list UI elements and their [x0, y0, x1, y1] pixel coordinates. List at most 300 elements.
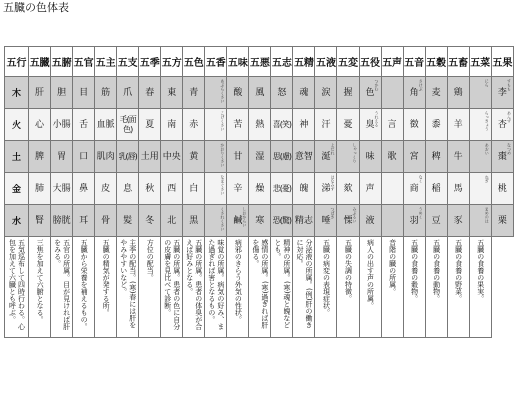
description-text: 五臓の食養の野菜。	[454, 239, 463, 302]
cell-value: 慄	[343, 215, 353, 226]
table-cell	[117, 109, 139, 141]
element-row	[5, 173, 514, 205]
table-cell	[29, 77, 51, 109]
table-cell	[73, 141, 95, 173]
table-cell	[139, 77, 161, 109]
table-cell	[117, 205, 139, 237]
cell-value: 豆	[431, 215, 441, 226]
cell-annotation: しおからい	[242, 207, 248, 227]
cell-annotation: なまぐさい	[220, 175, 226, 195]
table-cell	[29, 141, 51, 173]
cell-value: 筋	[101, 87, 111, 98]
cell-value: 黍	[431, 119, 441, 130]
description-text: 音階の臓の所属。	[388, 239, 397, 295]
column-header: 五悪	[249, 47, 271, 77]
cell-annotation: あぶらくさい	[220, 79, 226, 103]
table-cell	[51, 77, 73, 109]
description-cell	[139, 237, 161, 338]
cell-value: 握	[343, 87, 353, 98]
table-cell	[117, 141, 139, 173]
cell-annotation: なく	[418, 175, 424, 183]
table-cell	[469, 205, 491, 237]
description-cell	[227, 237, 249, 338]
description-text: 五臓の所属。患者の体臭が合えば好みとなる。	[185, 239, 203, 330]
cell-value: 酸	[233, 87, 243, 98]
cell-value: 杏	[497, 119, 507, 130]
cell-value: 憂	[343, 119, 353, 130]
table-cell	[271, 109, 293, 141]
table-cell	[249, 77, 271, 109]
cell-value: 羊	[453, 119, 463, 130]
element-row	[5, 109, 514, 141]
cell-annotation: あんず	[507, 111, 512, 123]
table-cell	[183, 141, 205, 173]
cell-value: 桃	[497, 183, 507, 194]
table-cell	[469, 141, 491, 173]
cell-value: 稗	[431, 151, 441, 162]
column-header: 五腑	[51, 47, 73, 77]
description-cell	[117, 237, 139, 338]
description-text: 五臓の失調の特徴。	[344, 239, 353, 302]
table-cell	[403, 77, 425, 109]
table-cell	[337, 77, 359, 109]
cell-value: 商	[409, 183, 419, 194]
cell-value: 湿	[255, 151, 265, 162]
table-cell	[271, 141, 293, 173]
column-header: 五行	[5, 47, 29, 77]
row-label: 木	[5, 77, 29, 109]
cell-annotation: こげくさい	[220, 111, 226, 131]
table-cell	[139, 109, 161, 141]
column-header: 五方	[161, 47, 183, 77]
cell-value: 液	[365, 215, 375, 226]
table-cell	[139, 141, 161, 173]
column-header: 五果	[491, 47, 513, 77]
table-cell	[95, 173, 117, 205]
table-cell	[249, 173, 271, 205]
column-header: 五畜	[447, 47, 469, 77]
cell-value: 言	[387, 119, 397, 130]
cell-value: 胆	[57, 87, 67, 98]
column-header: 五音	[403, 47, 425, 77]
table-cell	[29, 173, 51, 205]
cell-value: 東	[167, 87, 177, 98]
table-cell	[205, 109, 227, 141]
cell-value: 神	[299, 119, 309, 130]
cell-annotation: かおりくさい	[220, 143, 226, 167]
cell-value: 春	[145, 87, 155, 98]
description-cell	[161, 237, 183, 338]
row-label: 金	[5, 173, 29, 205]
description-cell	[293, 237, 315, 338]
table-cell	[249, 109, 271, 141]
table-cell	[139, 173, 161, 205]
table-cell	[403, 205, 425, 237]
row-label: 土	[5, 141, 29, 173]
description-text: 五臓の食養の動物。	[432, 239, 441, 302]
cell-value: 黒	[189, 215, 199, 226]
cell-value: 涎	[321, 151, 331, 162]
table-cell	[95, 109, 117, 141]
table-cell	[469, 77, 491, 109]
table-cell	[447, 173, 469, 205]
cell-annotation: まめのは	[484, 207, 490, 223]
description-cell	[205, 237, 227, 338]
cell-value: 羽	[409, 215, 419, 226]
description-cell	[29, 237, 51, 338]
table-cell	[227, 77, 249, 109]
element-row	[5, 205, 514, 237]
cell-value: 魂	[299, 87, 309, 98]
table-cell	[293, 141, 315, 173]
description-cell	[249, 237, 271, 338]
description-cell	[469, 237, 491, 338]
cell-annotation: つかむ	[374, 79, 380, 91]
cell-value: 甘	[233, 151, 243, 162]
column-header: 五色	[183, 47, 205, 77]
cell-value: 角	[409, 87, 419, 98]
table-cell	[425, 109, 447, 141]
table-cell	[315, 205, 337, 237]
description-cell	[51, 237, 73, 338]
cell-value: 黄	[189, 151, 199, 162]
column-header: 五液	[315, 47, 337, 77]
cell-value: 血脈	[96, 119, 115, 130]
table-cell	[227, 141, 249, 173]
element-row	[5, 141, 514, 173]
table-cell	[315, 173, 337, 205]
table-cell	[205, 173, 227, 205]
cell-value: 胃	[57, 151, 67, 162]
table-cell	[293, 173, 315, 205]
cell-annotation: らっきょう	[484, 111, 490, 131]
table-cell	[381, 141, 403, 173]
description-cell	[359, 237, 381, 338]
description-text: 五気巡布して四時行わる。心包を加えて六臓とも呼ぶ。	[8, 239, 26, 330]
table-cell	[183, 173, 205, 205]
description-cell	[337, 237, 359, 338]
cell-value: 声	[365, 183, 375, 194]
column-header: 五精	[293, 47, 315, 77]
description-text: 方位の配当。	[146, 239, 155, 281]
cell-value: 思(慮)	[272, 151, 292, 161]
table-cell	[183, 205, 205, 237]
description-text: 五官の所属。目が見ければ肝をみる。	[53, 239, 71, 330]
table-cell	[491, 141, 513, 173]
cell-value: 鶏	[453, 87, 463, 98]
cell-value: 白	[189, 183, 199, 194]
cell-value: 北	[167, 215, 177, 226]
table-cell	[425, 205, 447, 237]
table-cell	[73, 205, 95, 237]
description-row	[5, 237, 514, 338]
description-text: 主季の配当。(寒)春には肝をやみやすいなど。	[119, 239, 137, 329]
description-text: 病邪のきらう外気の性状。	[234, 239, 243, 323]
table-cell	[205, 141, 227, 173]
cell-value: 脾	[35, 151, 45, 162]
table-cell	[337, 205, 359, 237]
description-text: 五臓の食養の果実。	[476, 239, 485, 302]
column-header: 五役	[359, 47, 381, 77]
cell-value: 乳(唇)	[118, 151, 137, 161]
table-cell	[425, 141, 447, 173]
table-cell	[425, 173, 447, 205]
table-cell	[447, 77, 469, 109]
table-cell	[73, 77, 95, 109]
table-cell	[227, 173, 249, 205]
cell-value: 麦	[431, 87, 441, 98]
description-cell	[183, 237, 205, 338]
table-cell	[447, 205, 469, 237]
table-cell	[183, 109, 205, 141]
description-text: 三焦を加えて六腑となる。	[36, 239, 45, 323]
cell-value: 欬	[343, 183, 353, 194]
cell-value: 心	[35, 119, 45, 130]
table-cell	[315, 109, 337, 141]
table-cell	[491, 77, 513, 109]
column-header: 五支	[117, 47, 139, 77]
cell-value: 爪	[123, 87, 133, 98]
table-cell	[117, 173, 139, 205]
cell-value: 土用	[140, 151, 159, 162]
cell-value: 腎	[35, 215, 45, 226]
cell-value: 青	[189, 87, 199, 98]
description-text: 精神の所属。(寒)魂と魄などとも。	[273, 239, 291, 329]
table-cell	[381, 109, 403, 141]
table-cell	[73, 109, 95, 141]
table-cell	[337, 173, 359, 205]
description-text: 五臓の食養の穀物。	[410, 239, 419, 302]
cell-value: 苦	[233, 119, 243, 130]
cell-value: 小腸	[52, 119, 71, 130]
table-cell	[315, 77, 337, 109]
cell-value: 南	[167, 119, 177, 130]
cell-value: 口	[79, 151, 89, 162]
cell-value: 鹹	[233, 215, 243, 226]
description-cell	[95, 237, 117, 338]
cell-value: 臭	[365, 119, 375, 130]
cell-annotation: にら	[484, 79, 490, 87]
table-cell	[469, 173, 491, 205]
cell-value: 耳	[79, 215, 89, 226]
cell-value: 冬	[145, 215, 155, 226]
column-header: 五変	[337, 47, 359, 77]
cell-value: 西	[167, 183, 177, 194]
cell-annotation: しゃっくり	[352, 143, 358, 163]
cell-value: 毛(面色)	[119, 114, 136, 134]
column-header: 五官	[73, 47, 95, 77]
cell-value: 中央	[162, 151, 181, 162]
cell-value: 熱	[255, 119, 265, 130]
cell-annotation: さけぶ	[418, 79, 424, 91]
cell-value: 馬	[453, 183, 463, 194]
table-cell	[51, 205, 73, 237]
description-text: 感情の所属。(寒)過ぎれば肝を傷る。	[251, 239, 269, 329]
cell-value: 宮	[409, 151, 419, 162]
header-row	[5, 47, 514, 77]
table-cell	[403, 141, 425, 173]
cell-annotation: あおい	[484, 143, 490, 155]
description-cell	[403, 237, 425, 338]
table-cell	[491, 173, 513, 205]
five-organs-table	[4, 46, 514, 338]
cell-value: 燥	[255, 183, 265, 194]
description-text: 病人の出す声の所属。	[366, 239, 375, 309]
cell-value: 豕	[453, 215, 463, 226]
cell-value: 寒	[255, 215, 265, 226]
cell-value: 栗	[497, 215, 507, 226]
cell-annotation: なつめ	[507, 143, 512, 155]
cell-value: 魄	[299, 183, 309, 194]
cell-annotation: ねぎ	[484, 175, 490, 183]
description-cell	[73, 237, 95, 338]
cell-value: 歌	[387, 151, 397, 162]
cell-annotation: うれえる	[374, 111, 380, 127]
table-cell	[447, 109, 469, 141]
description-text: 五臓の病変の表現症状。	[322, 239, 331, 316]
table-cell	[381, 77, 403, 109]
cell-value: 髪	[123, 215, 133, 226]
cell-value: 棗	[497, 151, 507, 162]
table-cell	[359, 205, 381, 237]
cell-value: 辛	[233, 183, 243, 194]
table-cell	[227, 205, 249, 237]
table-cell	[491, 109, 513, 141]
table-cell	[117, 77, 139, 109]
cell-value: 目	[79, 87, 89, 98]
table-cell	[161, 205, 183, 237]
table-cell	[271, 205, 293, 237]
cell-annotation: すもも	[507, 79, 512, 91]
cell-annotation: くされくさい	[220, 207, 226, 231]
table-cell	[381, 173, 403, 205]
cell-annotation: うめく	[418, 207, 424, 219]
description-cell	[425, 237, 447, 338]
table-cell	[381, 205, 403, 237]
table-cell	[95, 141, 117, 173]
table-cell	[139, 205, 161, 237]
column-header: 五志	[271, 47, 293, 77]
table-cell	[205, 77, 227, 109]
cell-value: 膀胱	[52, 215, 71, 226]
cell-value: 風	[255, 87, 265, 98]
table-cell	[51, 141, 73, 173]
table-cell	[249, 205, 271, 237]
cell-annotation: みぶるい	[352, 207, 358, 223]
table-cell	[293, 77, 315, 109]
cell-value: 李	[497, 87, 507, 98]
table-cell	[403, 109, 425, 141]
description-cell	[315, 237, 337, 338]
cell-value: 意智	[294, 151, 313, 162]
description-text: 味覚の所属。病気の好み、また過ぎれば害となるもの。	[207, 239, 225, 330]
cell-value: 稲	[431, 183, 441, 194]
cell-value: 肺	[35, 183, 45, 194]
column-header: 五主	[95, 47, 117, 77]
table-cell	[469, 109, 491, 141]
cell-value: 涕	[321, 183, 331, 194]
cell-value: 唾	[321, 215, 331, 226]
cell-value: 恐(驚)	[272, 215, 292, 225]
cell-value: 怒	[277, 87, 287, 98]
cell-value: 大腸	[52, 183, 71, 194]
table-cell	[161, 141, 183, 173]
cell-value: 肌肉	[96, 151, 115, 162]
table-cell	[51, 173, 73, 205]
cell-value: 牛	[453, 151, 463, 162]
table-cell	[293, 205, 315, 237]
table-cell	[73, 173, 95, 205]
row-label: 水	[5, 205, 29, 237]
cell-value: 舌	[79, 119, 89, 130]
table-cell	[161, 77, 183, 109]
table-cell	[271, 77, 293, 109]
table-cell	[447, 141, 469, 173]
description-text: 五臓から栄養を補えるもの。	[80, 239, 89, 330]
cell-value: 皮	[101, 183, 111, 194]
column-header: 五香	[205, 47, 227, 77]
description-text: 分泌液の所属。(例)肝の働きに対応。	[295, 239, 313, 329]
cell-value: 鼻	[79, 183, 89, 194]
table-cell	[337, 109, 359, 141]
table-cell	[95, 205, 117, 237]
cell-value: 精志	[294, 215, 313, 226]
table-cell	[161, 109, 183, 141]
description-cell	[447, 237, 469, 338]
table-cell	[359, 141, 381, 173]
column-header: 五味	[227, 47, 249, 77]
table-cell	[29, 109, 51, 141]
cell-value: 汗	[321, 119, 331, 130]
cell-value: 徴	[409, 119, 419, 130]
column-header: 五季	[139, 47, 161, 77]
cell-annotation: つばき	[330, 207, 336, 219]
column-header: 五穀	[425, 47, 447, 77]
cell-value: 涙	[321, 87, 331, 98]
description-cell	[381, 237, 403, 338]
table-cell	[293, 109, 315, 141]
cell-value: 色	[365, 87, 375, 98]
cell-value: 喜(笑)	[272, 119, 292, 129]
cell-value: 悲(憂)	[272, 183, 292, 193]
table-cell	[161, 173, 183, 205]
cell-value: 夏	[145, 119, 155, 130]
cell-value: 味	[365, 151, 375, 162]
table-cell	[183, 77, 205, 109]
table-cell	[359, 173, 381, 205]
cell-value: 肝	[35, 87, 45, 98]
cell-value: 骨	[101, 215, 111, 226]
cell-annotation: はなみず	[330, 175, 336, 191]
table-cell	[359, 77, 381, 109]
column-header: 五声	[381, 47, 403, 77]
description-text: 五臓の所属。患者の色に自分の皮膚を見比べて診断。	[163, 239, 181, 330]
table-cell	[359, 109, 381, 141]
table-cell	[95, 77, 117, 109]
table-cell	[491, 205, 513, 237]
cell-annotation: よだれ	[330, 143, 336, 155]
table-cell	[249, 141, 271, 173]
column-header: 五臓	[29, 47, 51, 77]
cell-value: 赤	[189, 119, 199, 130]
table-cell	[271, 173, 293, 205]
page-title: 五臓の色体表	[3, 1, 69, 14]
table-cell	[205, 205, 227, 237]
cell-value: 秋	[145, 183, 155, 194]
table-cell	[51, 109, 73, 141]
table-cell	[337, 141, 359, 173]
description-cell	[271, 237, 293, 338]
